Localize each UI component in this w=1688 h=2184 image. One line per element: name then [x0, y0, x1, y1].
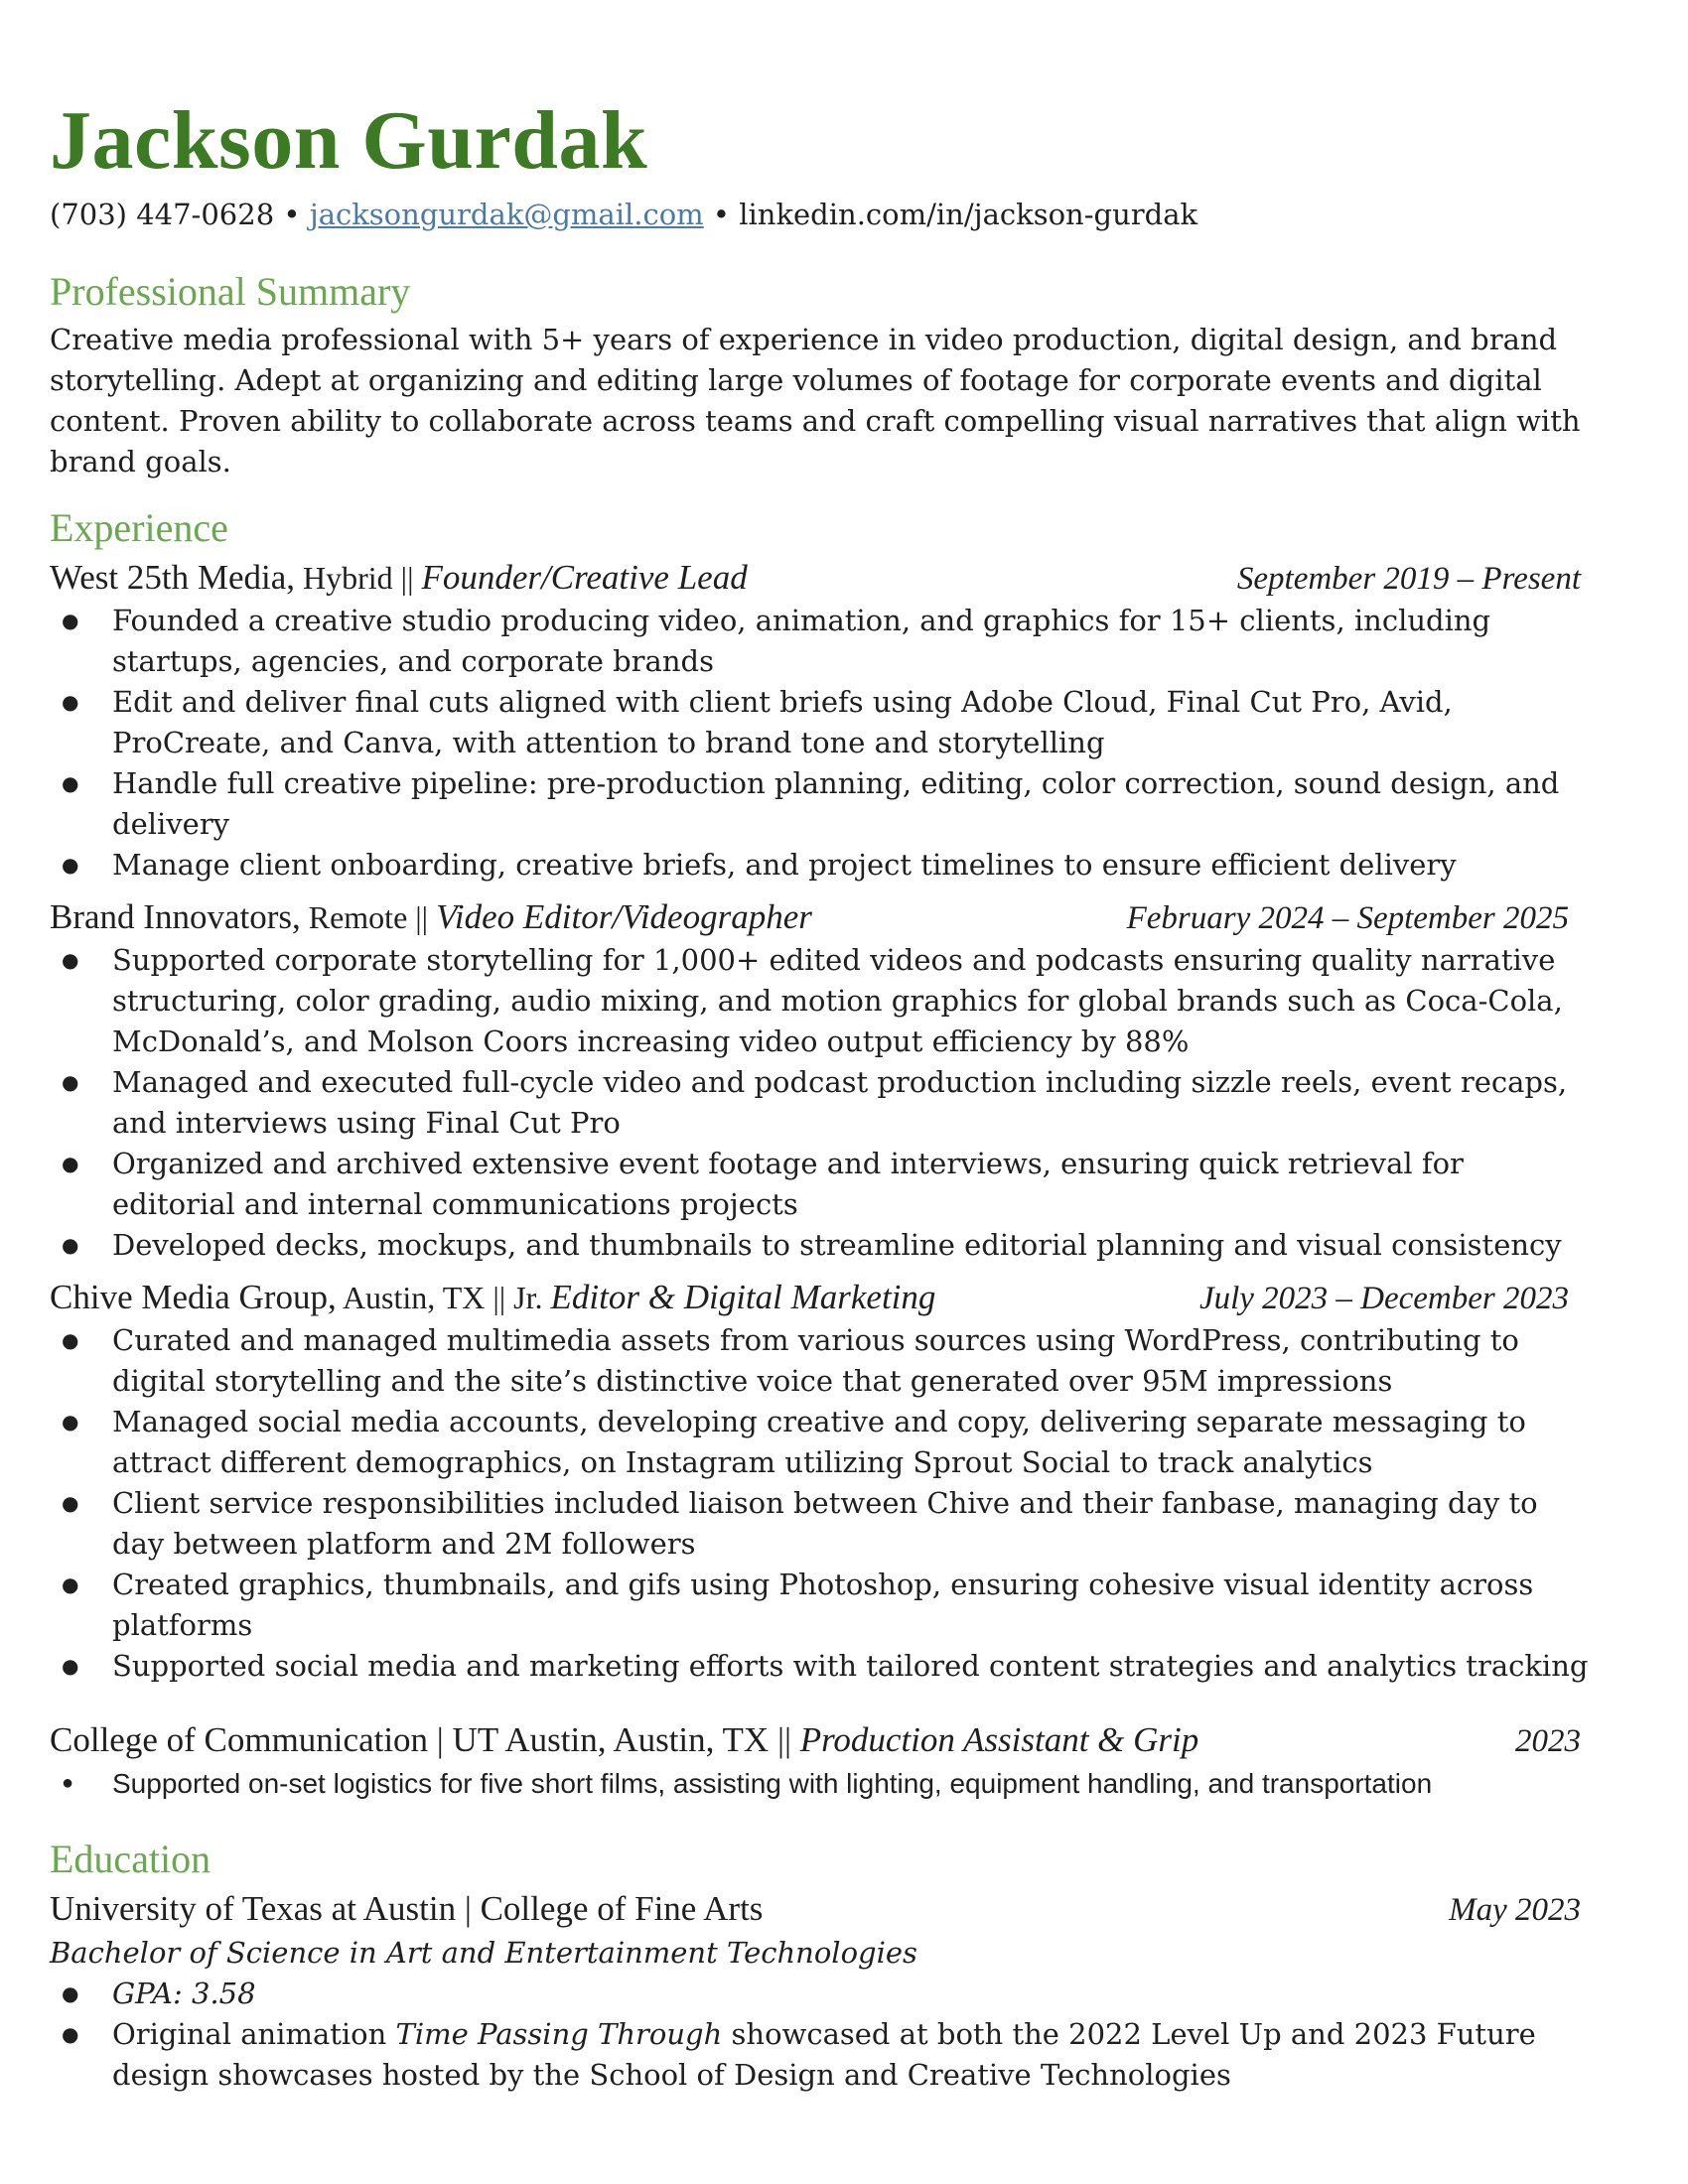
bullet-item [50, 2014, 1589, 2096]
job-header [50, 1276, 1589, 1320]
job-header [50, 556, 1589, 601]
bullet-item: ● Managed social media accounts, developing creative and copy, delivering separate messaging to attract different demographics, on Instagram utilizing Sprout Social to track analytics [50, 1402, 1589, 1483]
bullet-item: ● Handle full creative pipeline: pre-production planning, editing, color correction, sound design, and delivery [50, 763, 1589, 845]
degree-title: Bachelor of Science in Art and Entertainment Technologies [50, 1935, 917, 1970]
bullet-item: ● Managed and executed full-cycle video and podcast production including sizzle reels, event recaps, and interviews using Final Cut Pro [50, 1062, 1589, 1144]
job-bullets [50, 1320, 1589, 1687]
job-bullets [50, 601, 1589, 886]
job-entry [50, 1276, 1589, 1687]
bullet-item: ● Manage client onboarding, creative briefs, and project timelines to ensure efficient delivery [50, 845, 1589, 886]
school-name: University of Texas at Austin | College of Fine Arts [50, 1888, 764, 1928]
gpa-item: ● GPA: 3.58 [50, 1974, 1589, 2014]
bullet-item: ● Supported corporate storytelling for 1,000+ edited videos and podcasts ensuring quality narrative structuring, color grading, audio mixing, and motion graphics for global brands such as Coca-Cola, McDonald’s, and Molson Coors increasing video output efficiency by 88% [50, 940, 1589, 1062]
education-entry [50, 1887, 1589, 2096]
job-bullets [50, 940, 1589, 1266]
linkedin-url: linkedin.com/in/jackson-gurdak [739, 198, 1198, 231]
experience-heading: Experience [50, 504, 228, 550]
job-location: Austin, TX || Jr. [336, 1279, 551, 1315]
job-entry [50, 1718, 1589, 1804]
education-header [50, 1887, 1589, 1932]
phone-number: (703) 447-0628 [50, 198, 275, 231]
resume-page [50, 94, 1589, 2106]
job-role: Editor & Digital Marketing [550, 1277, 936, 1316]
separator: • [703, 198, 740, 231]
separator: • [274, 198, 310, 231]
job-header [50, 895, 1589, 940]
job-dates: February 2024 – September 2025 [1126, 899, 1569, 936]
job-location: || [769, 1719, 800, 1759]
bullet-item: ● Edit and deliver final cuts aligned with client briefs using Adobe Cloud, Final Cut Pro, Avid, ProCreate, and Canva, with attention to brand tone and storytelling [50, 682, 1589, 763]
job-company: College of Communication | UT Austin, Austin, TX [50, 1719, 770, 1759]
bullet-text: Original animation [112, 2016, 396, 2051]
bullet-item: ● Founded a creative studio producing video, animation, and graphics for 15+ clients, including startups, agencies, and corporate brands [50, 601, 1589, 682]
job-location: Hybrid || [295, 559, 422, 596]
contact-line [50, 197, 1589, 234]
education-heading: Education [50, 1836, 211, 1881]
bullet-text: showcased at both the 2022 Level Up and 2023 Future design showcases hosted by the School of Design and Creative Technologies [112, 2016, 1536, 2092]
job-header [50, 1718, 1589, 1763]
job-role: Production Assistant & Grip [799, 1719, 1199, 1759]
job-dates: 2023 [1515, 1722, 1581, 1759]
job-role: Founder/Creative Lead [421, 557, 748, 597]
bullet-item: ● Client service responsibilities included liaison between Chive and their fanbase, managing day to day between platform and 2M followers [50, 1483, 1589, 1565]
bullet-item: ● Supported on-set logistics for five short films, assisting with lighting, equipment handling, and transportation [50, 1763, 1589, 1804]
job-dates: September 2019 – Present [1236, 560, 1581, 597]
summary-heading: Professional Summary [50, 268, 411, 314]
job-company: Brand Innovators, [50, 896, 301, 936]
bullet-item: ● Curated and managed multimedia assets from various sources using WordPress, contributing to digital storytelling and the site’s distinctive voice that generated over 95M impressions [50, 1320, 1589, 1402]
job-bullets [50, 1763, 1589, 1804]
candidate-name: Jackson Gurdak [50, 94, 648, 187]
graduation-date: May 2023 [1449, 1891, 1581, 1928]
bullet-item: ● Created graphics, thumbnails, and gifs using Photoshop, ensuring cohesive visual identity across platforms [50, 1565, 1589, 1646]
bullet-item: ● Developed decks, mockups, and thumbnails to streamline editorial planning and visual consistency [50, 1225, 1589, 1266]
job-dates: July 2023 – December 2023 [1198, 1280, 1569, 1316]
job-role: Video Editor/Videographer [436, 896, 812, 936]
job-entry [50, 556, 1589, 886]
summary-text: Creative media professional with 5+ years of experience in video production, digital design, and brand storytelling. Adept at organizing and editing large volumes of footage for corporate events and digital content. Proven ability to collaborate across teams and craft compelling visual narratives that align with brand goals. [50, 322, 1581, 478]
job-location: Remote || [300, 898, 437, 935]
job-entry [50, 895, 1589, 1266]
education-bullets [50, 1974, 1589, 2096]
bullet-item: ● Organized and archived extensive event footage and interviews, ensuring quick retrieval for editorial and internal communications projects [50, 1144, 1589, 1225]
job-company: West 25th Media, [50, 557, 295, 597]
bullet-item: ● Supported social media and marketing efforts with tailored content strategies and analytics tracking [50, 1646, 1589, 1687]
animation-title: Time Passing Through [395, 2016, 723, 2051]
email-link[interactable]: jacksongurdak@gmail.com [309, 198, 704, 231]
job-company: Chive Media Group, [50, 1277, 337, 1316]
